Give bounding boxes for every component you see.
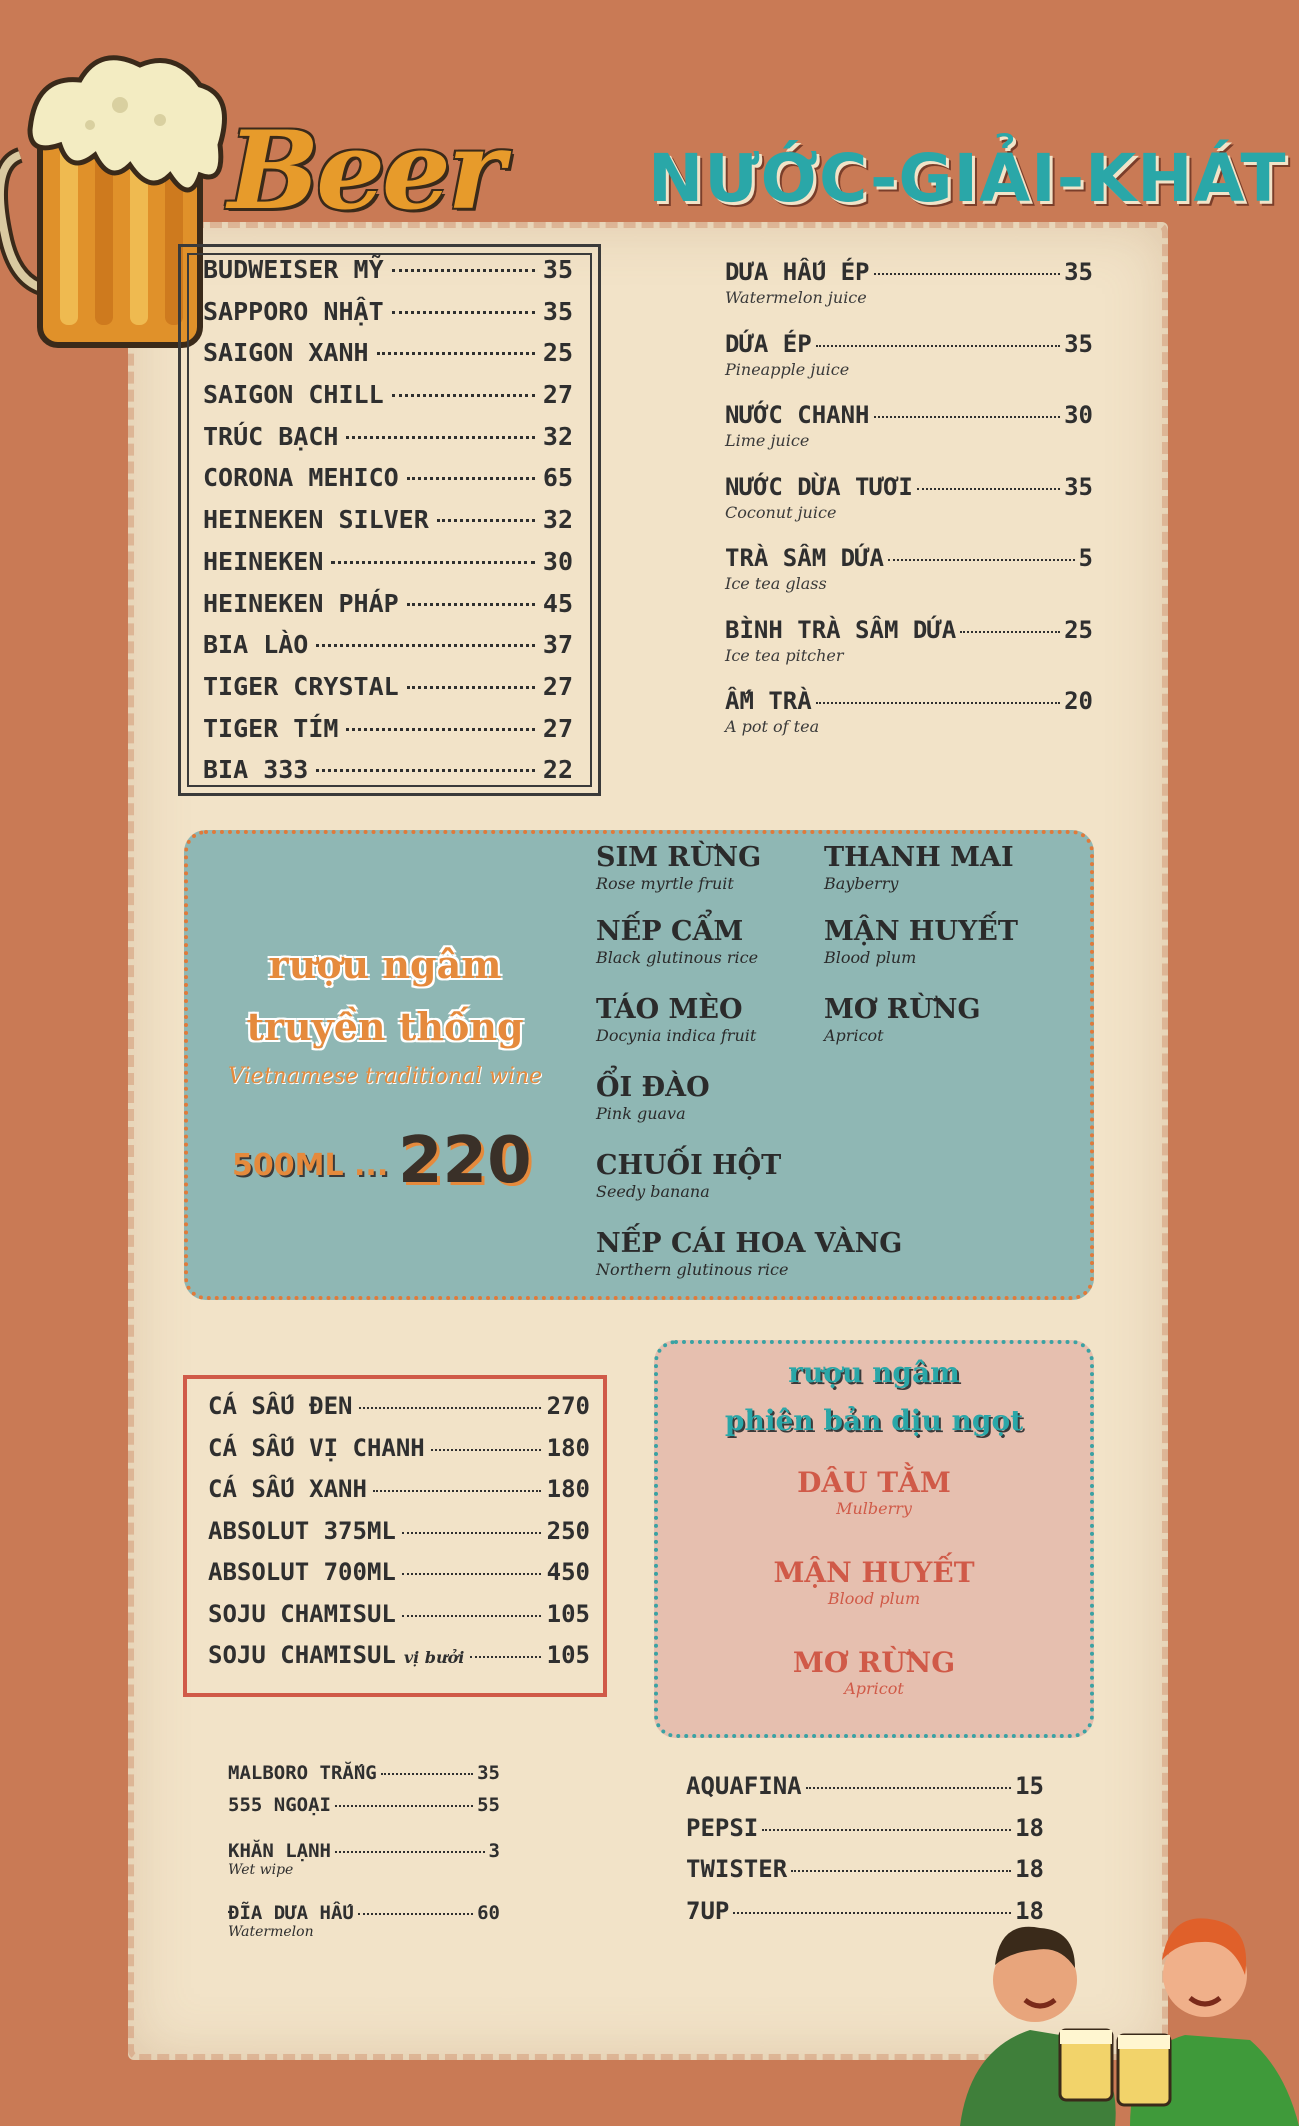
drink-english-name: Watermelon juice xyxy=(725,288,867,307)
drink-name: TRÀ SÂM DỨA xyxy=(725,544,884,572)
spirit-price: 105 xyxy=(546,1641,590,1669)
beer-item xyxy=(203,463,573,505)
misc-item xyxy=(228,1762,500,1794)
dot-leader xyxy=(470,1656,540,1658)
drink-item xyxy=(725,616,1093,688)
wine-subtitle: Vietnamese traditional wine xyxy=(228,1064,542,1089)
beer-price: 32 xyxy=(542,505,573,535)
wine-title-line1: rượu ngâm xyxy=(268,942,502,987)
drink-name: ẤM TRÀ xyxy=(725,687,812,715)
wine-name: TÁO MÈO xyxy=(596,994,743,1025)
beer-item xyxy=(203,255,573,297)
dot-leader xyxy=(392,269,535,272)
spirit-price: 450 xyxy=(546,1558,590,1586)
spirit-price: 180 xyxy=(546,1433,590,1462)
beer-price: 65 xyxy=(542,463,573,493)
beer-item xyxy=(203,672,573,714)
dot-leader xyxy=(917,488,1060,490)
spirit-name: CÁ SẤU XANH xyxy=(208,1475,367,1503)
soft-drink-name: PEPSI xyxy=(686,1813,759,1842)
soft-drink-price: 15 xyxy=(1015,1772,1044,1800)
wine-item xyxy=(596,1150,781,1201)
drinks-title: NƯỚC-GIẢI-KHÁT xyxy=(648,140,1287,217)
spirit-price: 180 xyxy=(546,1475,590,1503)
beer-name: HEINEKEN xyxy=(203,546,324,576)
wine-english-name: Docynia indica fruit xyxy=(596,1026,757,1045)
beer-item xyxy=(203,630,573,672)
drink-price: 20 xyxy=(1064,687,1093,715)
wine-item xyxy=(824,994,981,1045)
spirits-list xyxy=(208,1392,590,1683)
drink-english-name: Ice tea pitcher xyxy=(725,645,844,665)
drink-price: 30 xyxy=(1064,401,1093,429)
sweet-wine-english-name: Apricot xyxy=(844,1679,904,1698)
dot-leader xyxy=(402,1615,541,1617)
wine-english-name: Seedy banana xyxy=(596,1182,710,1201)
dot-leader xyxy=(346,728,534,731)
wine-item xyxy=(596,842,761,893)
beer-price: 35 xyxy=(542,296,573,326)
dot-leader xyxy=(431,1449,541,1451)
dot-leader xyxy=(791,1870,1011,1872)
misc-price: 60 xyxy=(477,1902,500,1924)
wine-item xyxy=(824,916,1018,967)
wine-name: SIM RỪNG xyxy=(596,842,762,873)
spirit-name: SOJU CHAMISUL xyxy=(208,1641,396,1669)
drink-item xyxy=(725,687,1093,759)
beer-item xyxy=(203,714,573,756)
drink-english-name: Lime juice xyxy=(725,431,810,450)
wine-english-name: Blood plum xyxy=(824,948,917,967)
misc-name: MALBORO TRẮNG xyxy=(228,1762,377,1784)
misc-item xyxy=(228,1840,500,1902)
drink-item xyxy=(725,544,1093,616)
drink-item xyxy=(725,473,1093,545)
wine-item xyxy=(596,994,756,1045)
drink-english-name: Coconut juice xyxy=(725,502,837,522)
dot-leader xyxy=(402,1532,541,1534)
dot-leader xyxy=(335,1805,473,1807)
wine-name: THANH MAI xyxy=(824,842,1014,873)
drink-price: 35 xyxy=(1064,258,1093,286)
beer-name: CORONA MEHICO xyxy=(203,463,399,493)
wine-item xyxy=(596,1072,710,1123)
beer-item xyxy=(203,505,573,547)
drink-english-name: Pineapple juice xyxy=(725,359,850,379)
beer-name: BIA LÀO xyxy=(203,630,309,660)
drink-name: DỨA ÉP xyxy=(725,329,812,358)
drink-name: NƯỚC DỪA TƯƠI xyxy=(725,472,913,501)
spirit-item xyxy=(208,1600,590,1642)
wine-item xyxy=(824,842,1014,893)
dot-leader xyxy=(407,603,535,606)
sweet-wine-item xyxy=(654,1466,1094,1518)
spirit-item xyxy=(208,1392,590,1434)
beer-name: TIGER CRYSTAL xyxy=(203,671,399,701)
dot-leader xyxy=(437,519,535,522)
beer-price: 27 xyxy=(542,671,573,701)
drink-price: 35 xyxy=(1064,329,1093,358)
beer-price: 35 xyxy=(542,255,573,284)
beer-title: Beer xyxy=(228,108,502,234)
dot-leader xyxy=(381,1773,473,1775)
wine-english-name: Bayberry xyxy=(824,874,899,893)
drinks-list xyxy=(725,258,1093,759)
dot-leader xyxy=(816,345,1060,347)
soft-drink-name: 7UP xyxy=(686,1896,730,1925)
drink-english-name: Ice tea glass xyxy=(725,574,827,593)
misc-name: 555 NGOẠI xyxy=(228,1794,331,1816)
wine-item xyxy=(596,1228,902,1279)
beer-price: 45 xyxy=(542,588,573,618)
sweet-wine-title-line2: phiên bản dịu ngọt xyxy=(724,1404,1024,1437)
beer-price: 22 xyxy=(542,755,573,785)
spirit-item xyxy=(208,1434,590,1476)
dot-leader xyxy=(331,561,534,564)
misc-price: 55 xyxy=(477,1794,500,1816)
sweet-wine-title-line1: rượu ngâm xyxy=(788,1356,960,1389)
beer-list xyxy=(203,255,573,797)
wine-size: 500ML ... xyxy=(232,1148,389,1183)
spirit-name: ABSOLUT 700ML xyxy=(208,1558,396,1586)
wine-name: MẬN HUYẾT xyxy=(824,916,1018,947)
sweet-wine-name: MẬN HUYẾT xyxy=(773,1556,975,1589)
wine-english-name: Pink guava xyxy=(596,1104,686,1123)
wine-english-name: Black glutinous rice xyxy=(596,948,759,967)
beer-name: SAIGON XANH xyxy=(203,338,369,368)
dot-leader xyxy=(874,416,1061,418)
spirit-price: 250 xyxy=(546,1516,590,1545)
spirit-item xyxy=(208,1641,590,1683)
dot-leader xyxy=(402,1573,541,1575)
spirit-item xyxy=(208,1475,590,1517)
wine-english-name: Rose myrtle fruit xyxy=(596,874,734,893)
dot-leader xyxy=(316,644,535,647)
dot-leader xyxy=(816,702,1060,704)
misc-name: KHĂN LẠNH xyxy=(228,1840,331,1862)
spirit-item xyxy=(208,1558,590,1600)
drink-price: 5 xyxy=(1078,544,1093,572)
soft-drink-price: 18 xyxy=(1015,1896,1044,1925)
wine-title-line2: truyền thống xyxy=(246,1004,524,1049)
dot-leader xyxy=(874,273,1061,275)
beer-price: 25 xyxy=(542,338,573,368)
drink-price: 35 xyxy=(1064,472,1093,501)
dot-leader xyxy=(762,1829,1011,1831)
dot-leader xyxy=(960,631,1060,633)
soft-drink-price: 18 xyxy=(1015,1855,1044,1883)
spirit-flavor-tag: vị bưởi xyxy=(403,1648,465,1667)
misc-list xyxy=(228,1762,500,1946)
dot-leader xyxy=(316,769,535,772)
misc-price: 35 xyxy=(477,1762,500,1784)
beer-price: 32 xyxy=(542,421,573,451)
soft-drink-item xyxy=(686,1772,1044,1814)
beer-item xyxy=(203,338,573,380)
beer-price: 27 xyxy=(542,380,573,410)
wine-name: NẾP CÁI HOA VÀNG xyxy=(596,1228,903,1259)
dot-leader xyxy=(407,477,535,480)
beer-item xyxy=(203,380,573,422)
beer-name: BUDWEISER MỸ xyxy=(203,255,384,284)
dot-leader xyxy=(407,686,535,689)
sweet-wine-name: DÂU TẰM xyxy=(797,1466,951,1499)
misc-price: 3 xyxy=(488,1840,500,1862)
drink-name: NƯỚC CHANH xyxy=(725,401,870,429)
misc-name: ĐĨA DƯA HẤU xyxy=(228,1902,354,1924)
soft-drink-name: TWISTER xyxy=(686,1855,788,1883)
sweet-wine-item xyxy=(654,1556,1094,1608)
dot-leader xyxy=(392,311,535,314)
wine-english-name: Apricot xyxy=(824,1026,884,1045)
dot-leader xyxy=(377,352,535,355)
beer-price: 30 xyxy=(542,546,573,576)
beer-name: HEINEKEN SILVER xyxy=(203,505,429,535)
wine-name: MƠ RỪNG xyxy=(824,994,981,1025)
dot-leader xyxy=(346,436,534,439)
wine-name: CHUỐI HỘT xyxy=(596,1150,782,1181)
beer-item xyxy=(203,297,573,339)
misc-item xyxy=(228,1902,500,1946)
spirit-price: 105 xyxy=(546,1599,590,1628)
cheering-people-illustration xyxy=(940,1880,1299,2126)
sweet-wine-name: MƠ RỪNG xyxy=(792,1646,956,1679)
spirit-name: CÁ SẤU ĐEN xyxy=(208,1392,353,1420)
beer-name: TIGER TÍM xyxy=(203,713,339,743)
drink-name: BÌNH TRÀ SÂM DỨA xyxy=(725,615,957,644)
sweet-wine-english-name: Mulberry xyxy=(836,1499,912,1518)
sweet-wine-english-name: Blood plum xyxy=(827,1589,921,1608)
beer-price: 37 xyxy=(542,630,573,660)
dot-leader xyxy=(392,394,535,397)
wine-item xyxy=(596,916,758,967)
wine-name: NẾP CẨM xyxy=(596,916,744,947)
spirit-name: CÁ SẤU VỊ CHANH xyxy=(208,1433,425,1462)
drink-price: 25 xyxy=(1064,615,1093,644)
dot-leader xyxy=(373,1490,541,1492)
beer-name: TRÚC BẠCH xyxy=(203,421,339,451)
drink-name: DƯA HẤU ÉP xyxy=(725,258,870,286)
dot-leader xyxy=(358,1913,473,1915)
beer-item xyxy=(203,547,573,589)
beer-name: SAIGON CHILL xyxy=(203,380,384,410)
misc-english-name: Wet wipe xyxy=(228,1862,294,1878)
spirit-name: ABSOLUT 375ML xyxy=(208,1516,396,1545)
dot-leader xyxy=(335,1851,485,1853)
soft-drink-item xyxy=(686,1814,1044,1856)
drink-english-name: A pot of tea xyxy=(725,717,820,736)
beer-item xyxy=(203,589,573,631)
beer-item xyxy=(203,422,573,464)
dot-leader xyxy=(806,1787,1012,1789)
sweet-wine-item xyxy=(654,1646,1094,1698)
dot-leader xyxy=(359,1407,541,1409)
spirit-name: SOJU CHAMISUL xyxy=(208,1599,396,1628)
drink-item xyxy=(725,258,1093,330)
misc-item xyxy=(228,1794,500,1840)
wine-price: 220 xyxy=(398,1124,532,1198)
wine-name: ỔI ĐÀO xyxy=(596,1072,710,1103)
soft-drink-price: 18 xyxy=(1015,1813,1044,1842)
spirit-price: 270 xyxy=(546,1392,590,1420)
dot-leader xyxy=(888,559,1075,561)
drink-item xyxy=(725,330,1093,402)
soft-drink-name: AQUAFINA xyxy=(686,1772,802,1800)
beer-name: HEINEKEN PHÁP xyxy=(203,588,399,618)
misc-english-name: Watermelon xyxy=(228,1924,314,1940)
spirit-item xyxy=(208,1517,590,1559)
beer-item xyxy=(203,755,573,797)
beer-name: SAPPORO NHẬT xyxy=(203,296,384,326)
beer-menu-box xyxy=(178,244,601,796)
beer-name: BIA 333 xyxy=(203,755,309,785)
beer-price: 27 xyxy=(542,713,573,743)
wine-english-name: Northern glutinous rice xyxy=(596,1260,789,1279)
drink-item xyxy=(725,401,1093,473)
